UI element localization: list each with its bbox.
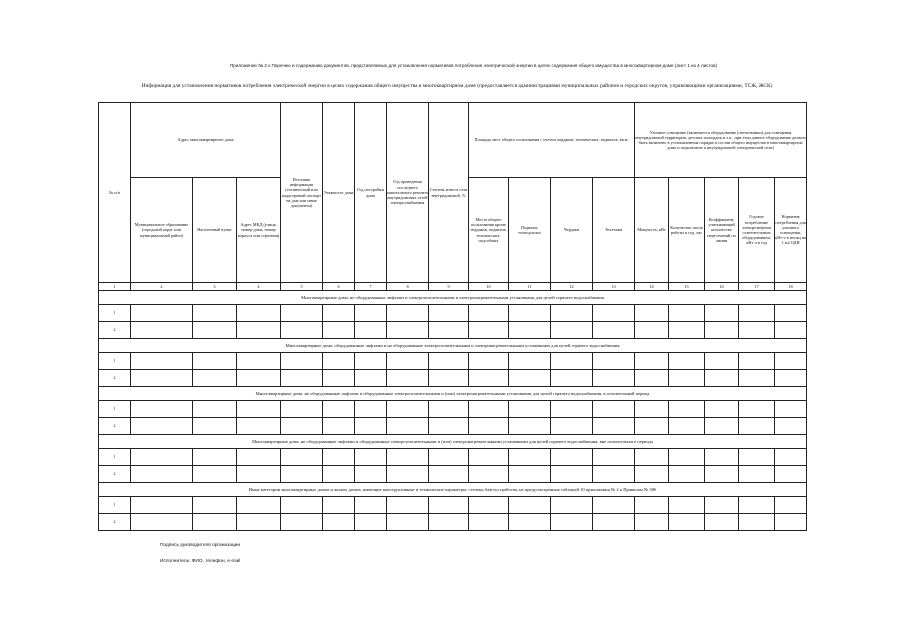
section-header-row bbox=[99, 483, 807, 497]
data-cell[interactable] bbox=[323, 370, 355, 387]
column-number-row bbox=[99, 283, 807, 291]
data-cell[interactable] bbox=[469, 497, 509, 514]
data-cell[interactable] bbox=[281, 418, 323, 435]
data-cell[interactable] bbox=[131, 449, 193, 466]
data-cell[interactable] bbox=[635, 401, 669, 418]
section-title: Многоквартирные дома, не оборудованные лифтами и оборудованные электроотопительными и (или) электронагревательными установками для целей горячего водоснабжения, вне отопительного периода bbox=[99, 435, 807, 449]
column-number-cell: 2 bbox=[131, 283, 193, 291]
data-cell[interactable] bbox=[387, 449, 429, 466]
data-cell[interactable] bbox=[429, 401, 469, 418]
section-header-row bbox=[99, 387, 807, 401]
row-number-cell: 2 bbox=[99, 322, 131, 339]
column-number-cell: 14 bbox=[635, 283, 669, 291]
column-number-cell: 1 bbox=[99, 283, 131, 291]
data-cell[interactable] bbox=[669, 370, 705, 387]
col-header-13: Техэтажи bbox=[593, 178, 635, 283]
data-cell[interactable] bbox=[387, 497, 429, 514]
data-cell[interactable] bbox=[469, 322, 509, 339]
data-cell[interactable] bbox=[669, 322, 705, 339]
data-cell[interactable] bbox=[669, 514, 705, 531]
data-cell[interactable] bbox=[281, 370, 323, 387]
data-cell[interactable] bbox=[237, 466, 281, 483]
data-cell[interactable] bbox=[593, 305, 635, 322]
table-row bbox=[99, 370, 807, 387]
data-cell[interactable] bbox=[705, 305, 739, 322]
data-cell[interactable] bbox=[739, 353, 775, 370]
data-cell[interactable] bbox=[775, 418, 807, 435]
data-cell[interactable] bbox=[705, 514, 739, 531]
column-number-cell: 12 bbox=[551, 283, 593, 291]
column-number-cell: 13 bbox=[593, 283, 635, 291]
data-cell[interactable] bbox=[355, 370, 387, 387]
col-group-address: Адрес многоквартирного дома bbox=[131, 103, 281, 178]
data-cell[interactable] bbox=[775, 514, 807, 531]
data-cell[interactable] bbox=[387, 353, 429, 370]
data-cell[interactable] bbox=[669, 466, 705, 483]
col-header-10: Места общего пользования кроме чердаков, подвалов, технических, подсобных bbox=[469, 178, 509, 283]
data-cell[interactable] bbox=[429, 497, 469, 514]
data-cell[interactable] bbox=[705, 322, 739, 339]
data-cell[interactable] bbox=[281, 497, 323, 514]
table-row bbox=[99, 305, 807, 322]
table-row bbox=[99, 514, 807, 531]
data-cell[interactable] bbox=[387, 305, 429, 322]
data-cell[interactable] bbox=[323, 401, 355, 418]
data-cell[interactable] bbox=[739, 418, 775, 435]
data-cell[interactable] bbox=[593, 401, 635, 418]
data-cell[interactable] bbox=[593, 449, 635, 466]
data-cell[interactable] bbox=[669, 497, 705, 514]
data-cell[interactable] bbox=[237, 514, 281, 531]
row-number-cell: 1 bbox=[99, 497, 131, 514]
data-cell[interactable] bbox=[323, 466, 355, 483]
column-number-cell: 6 bbox=[323, 283, 355, 291]
data-cell[interactable] bbox=[323, 449, 355, 466]
data-cell[interactable] bbox=[509, 418, 551, 435]
data-cell[interactable] bbox=[469, 401, 509, 418]
data-cell[interactable] bbox=[509, 322, 551, 339]
data-cell[interactable] bbox=[355, 497, 387, 514]
data-cell[interactable] bbox=[281, 353, 323, 370]
column-number-cell: 5 bbox=[281, 283, 323, 291]
data-form-table bbox=[98, 102, 807, 531]
column-number-cell: 9 bbox=[429, 283, 469, 291]
section-title: Многоквартирные дома, не оборудованные лифтами и электроотопительными и электронагревательными установками для целей горячего водоснабжения bbox=[99, 291, 807, 305]
data-cell[interactable] bbox=[669, 449, 705, 466]
data-cell[interactable] bbox=[635, 514, 669, 531]
section-title: Многоквартирные дома, оборудованные лифтами и не оборудованные электроотопительными и электронагревательными установками для целей горячего водоснабжения bbox=[99, 339, 807, 353]
data-cell[interactable] bbox=[323, 305, 355, 322]
data-cell[interactable] bbox=[705, 353, 739, 370]
data-cell[interactable] bbox=[551, 305, 593, 322]
data-cell[interactable] bbox=[635, 370, 669, 387]
row-number-cell: 1 bbox=[99, 449, 131, 466]
data-cell[interactable] bbox=[131, 497, 193, 514]
data-cell[interactable] bbox=[705, 418, 739, 435]
data-cell[interactable] bbox=[237, 401, 281, 418]
section-header-row bbox=[99, 435, 807, 449]
data-cell[interactable] bbox=[281, 322, 323, 339]
data-cell[interactable] bbox=[429, 370, 469, 387]
data-cell[interactable] bbox=[193, 449, 237, 466]
row-number-cell: 2 bbox=[99, 466, 131, 483]
data-cell[interactable] bbox=[635, 466, 669, 483]
data-cell[interactable] bbox=[281, 449, 323, 466]
data-cell[interactable] bbox=[193, 401, 237, 418]
data-cell[interactable] bbox=[387, 370, 429, 387]
data-cell[interactable] bbox=[509, 497, 551, 514]
col-header-15: Количество часов работы в год, час bbox=[669, 178, 705, 283]
row-number-cell: 1 bbox=[99, 401, 131, 418]
data-cell[interactable] bbox=[131, 370, 193, 387]
data-cell[interactable] bbox=[281, 305, 323, 322]
table-row bbox=[99, 353, 807, 370]
data-cell[interactable] bbox=[237, 449, 281, 466]
row-number-cell: 2 bbox=[99, 370, 131, 387]
data-cell[interactable] bbox=[775, 370, 807, 387]
data-cell[interactable] bbox=[705, 497, 739, 514]
data-cell[interactable] bbox=[469, 370, 509, 387]
data-cell[interactable] bbox=[635, 418, 669, 435]
table-row bbox=[99, 401, 807, 418]
row-number-cell: 2 bbox=[99, 418, 131, 435]
column-number-cell: 17 bbox=[739, 283, 775, 291]
data-cell[interactable] bbox=[429, 305, 469, 322]
data-cell[interactable] bbox=[323, 418, 355, 435]
column-number-cell: 15 bbox=[669, 283, 705, 291]
data-cell[interactable] bbox=[193, 466, 237, 483]
col-header-17: Годовое потребление электроэнергии осветительным оборудованием, кВт·ч в год bbox=[739, 178, 775, 283]
data-cell[interactable] bbox=[131, 418, 193, 435]
data-cell[interactable] bbox=[193, 497, 237, 514]
data-cell[interactable] bbox=[355, 449, 387, 466]
document-title: Информация для установления нормативов потребления электрической энергии в целях содержания общего имущества в многоквартирном доме (предоставляется администрациями муниципальных районов и городских округов, управляющими организациями, ТСЖ, ЖСК) bbox=[141, 83, 773, 89]
data-cell[interactable] bbox=[551, 449, 593, 466]
data-cell[interactable] bbox=[131, 514, 193, 531]
data-cell[interactable] bbox=[593, 497, 635, 514]
data-cell[interactable] bbox=[237, 418, 281, 435]
data-cell[interactable] bbox=[237, 322, 281, 339]
data-cell[interactable] bbox=[775, 305, 807, 322]
header-note: Приложение № 2 к Перечню и содержанию документов, представляемых для установления нормативов потребления электрической энергии в целях содержания общего имущества в многоквартирном доме (лист 1 из 4 листов) bbox=[230, 63, 718, 68]
data-cell[interactable] bbox=[551, 497, 593, 514]
data-cell[interactable] bbox=[593, 418, 635, 435]
col-header-1: № п/п bbox=[99, 103, 131, 283]
col-header-5: Источник информации (технический или кадастровый паспорт на дом или иные документы) bbox=[281, 103, 323, 283]
column-number-cell: 4 bbox=[237, 283, 281, 291]
data-cell[interactable] bbox=[193, 514, 237, 531]
data-cell[interactable] bbox=[593, 322, 635, 339]
table-row bbox=[99, 418, 807, 435]
data-cell[interactable] bbox=[237, 370, 281, 387]
col-header-3: Населенный пункт bbox=[193, 178, 237, 283]
row-number-cell: 2 bbox=[99, 514, 131, 531]
data-cell[interactable] bbox=[509, 449, 551, 466]
data-cell[interactable] bbox=[739, 322, 775, 339]
data-cell[interactable] bbox=[355, 305, 387, 322]
data-cell[interactable] bbox=[509, 353, 551, 370]
table-row bbox=[99, 449, 807, 466]
data-cell[interactable] bbox=[739, 466, 775, 483]
data-cell[interactable] bbox=[775, 401, 807, 418]
column-number-cell: 7 bbox=[355, 283, 387, 291]
data-cell[interactable] bbox=[193, 418, 237, 435]
data-cell[interactable] bbox=[355, 322, 387, 339]
data-cell[interactable] bbox=[669, 418, 705, 435]
data-cell[interactable] bbox=[739, 497, 775, 514]
table-row bbox=[99, 466, 807, 483]
col-group-area: Площадь мест общего пользования с учетом чердаков, технических, подвалов, кв.м. bbox=[469, 103, 635, 178]
data-cell[interactable] bbox=[355, 514, 387, 531]
col-group-lighting: Уличное освещение (включается оборудование (светильники) для освещения внутридомовой территории, детских площадок и т.п., при этом данное оборудование должно быть включено в установленном порядке в состав общего имущества в многоквартирном доме и подключено к внутридомовой электрической сети) bbox=[635, 103, 807, 178]
data-cell[interactable] bbox=[193, 370, 237, 387]
data-cell[interactable] bbox=[775, 322, 807, 339]
data-cell[interactable] bbox=[775, 466, 807, 483]
col-header-8: Год проведения последнего капитального ремонта внутридомовых сетей электроснабжения bbox=[387, 103, 429, 283]
col-header-18: Норматив потребления для уличного освещения, кВт·ч в месяц на 1 м2 ОДИ bbox=[775, 178, 807, 283]
col-header-9: Степень износа сети внутридомовой, % bbox=[429, 103, 469, 283]
row-number-cell: 1 bbox=[99, 353, 131, 370]
data-cell[interactable] bbox=[551, 466, 593, 483]
data-cell[interactable] bbox=[775, 449, 807, 466]
data-cell[interactable] bbox=[593, 466, 635, 483]
column-number-cell: 3 bbox=[193, 283, 237, 291]
col-header-12: Чердаки bbox=[551, 178, 593, 283]
data-cell[interactable] bbox=[469, 449, 509, 466]
section-title: Многоквартирные дома, не оборудованные лифтами и оборудованные электроотопительными и (или) электронагревательными установками для целей горячего водоснабжения, в отопительный период bbox=[99, 387, 807, 401]
data-cell[interactable] bbox=[551, 418, 593, 435]
data-cell[interactable] bbox=[193, 322, 237, 339]
data-cell[interactable] bbox=[469, 466, 509, 483]
data-cell[interactable] bbox=[429, 449, 469, 466]
data-cell[interactable] bbox=[193, 305, 237, 322]
data-cell[interactable] bbox=[323, 353, 355, 370]
data-cell[interactable] bbox=[131, 305, 193, 322]
data-cell[interactable] bbox=[551, 370, 593, 387]
data-cell[interactable] bbox=[739, 514, 775, 531]
column-number-cell: 8 bbox=[387, 283, 429, 291]
data-cell[interactable] bbox=[429, 322, 469, 339]
column-number-cell: 18 bbox=[775, 283, 807, 291]
data-cell[interactable] bbox=[193, 353, 237, 370]
data-cell[interactable] bbox=[387, 418, 429, 435]
data-cell[interactable] bbox=[281, 401, 323, 418]
col-header-7: Год постройки дома bbox=[355, 103, 387, 283]
data-cell[interactable] bbox=[509, 401, 551, 418]
column-number-cell: 10 bbox=[469, 283, 509, 291]
table-row bbox=[99, 497, 807, 514]
data-cell[interactable] bbox=[387, 322, 429, 339]
data-cell[interactable] bbox=[509, 466, 551, 483]
data-cell[interactable] bbox=[551, 514, 593, 531]
col-header-4: Адрес МКД (улица, номер дома, номер корпуса или строения) bbox=[237, 178, 281, 283]
data-cell[interactable] bbox=[281, 466, 323, 483]
data-cell[interactable] bbox=[509, 305, 551, 322]
table-row bbox=[99, 322, 807, 339]
data-cell[interactable] bbox=[387, 466, 429, 483]
data-cell[interactable] bbox=[705, 401, 739, 418]
data-cell[interactable] bbox=[281, 514, 323, 531]
data-cell[interactable] bbox=[705, 449, 739, 466]
data-cell[interactable] bbox=[593, 514, 635, 531]
data-cell[interactable] bbox=[775, 497, 807, 514]
col-header-16: Коэффициент, учитывающий количество пересечений по линии bbox=[705, 178, 739, 283]
col-header-14: Мощность, кВт bbox=[635, 178, 669, 283]
data-cell[interactable] bbox=[593, 353, 635, 370]
data-cell[interactable] bbox=[739, 370, 775, 387]
section-header-row bbox=[99, 339, 807, 353]
data-cell[interactable] bbox=[429, 466, 469, 483]
data-cell[interactable] bbox=[469, 514, 509, 531]
data-cell[interactable] bbox=[355, 353, 387, 370]
data-cell[interactable] bbox=[323, 514, 355, 531]
signature-label: Подпись руководителя организации bbox=[160, 543, 241, 548]
data-cell[interactable] bbox=[669, 305, 705, 322]
data-cell[interactable] bbox=[469, 418, 509, 435]
section-title: Иные категории многоквартирных домов и жилых домов, имеющие конструктивные и технические параметры, степень благоустройства, не предусмотренные таблицей 10 приложения № 2 к Правилам № 306 bbox=[99, 483, 807, 497]
data-cell[interactable] bbox=[131, 322, 193, 339]
data-cell[interactable] bbox=[131, 401, 193, 418]
data-cell[interactable] bbox=[237, 497, 281, 514]
data-cell[interactable] bbox=[429, 353, 469, 370]
data-cell[interactable] bbox=[551, 322, 593, 339]
data-cell[interactable] bbox=[775, 353, 807, 370]
data-cell[interactable] bbox=[739, 305, 775, 322]
data-cell[interactable] bbox=[635, 322, 669, 339]
data-cell[interactable] bbox=[635, 353, 669, 370]
col-header-6: Этажность дома bbox=[323, 103, 355, 283]
data-cell[interactable] bbox=[509, 370, 551, 387]
col-header-2: Муниципальное образование (городской округ или муниципальный район) bbox=[131, 178, 193, 283]
data-cell[interactable] bbox=[387, 514, 429, 531]
data-cell[interactable] bbox=[509, 514, 551, 531]
executor-label: Исполнитель: ФИО, телефон, e-mail bbox=[160, 559, 241, 564]
data-cell[interactable] bbox=[323, 497, 355, 514]
data-cell[interactable] bbox=[355, 401, 387, 418]
data-cell[interactable] bbox=[635, 497, 669, 514]
data-cell[interactable] bbox=[131, 466, 193, 483]
data-cell[interactable] bbox=[739, 449, 775, 466]
data-cell[interactable] bbox=[705, 370, 739, 387]
data-cell[interactable] bbox=[669, 401, 705, 418]
data-cell[interactable] bbox=[237, 305, 281, 322]
data-cell[interactable] bbox=[131, 353, 193, 370]
col-header-11: Подвалы, техподполье bbox=[509, 178, 551, 283]
data-cell[interactable] bbox=[635, 449, 669, 466]
data-cell[interactable] bbox=[551, 353, 593, 370]
row-number-cell: 1 bbox=[99, 305, 131, 322]
section-header-row bbox=[99, 291, 807, 305]
data-cell[interactable] bbox=[593, 370, 635, 387]
data-cell[interactable] bbox=[387, 401, 429, 418]
data-cell[interactable] bbox=[429, 514, 469, 531]
data-cell[interactable] bbox=[551, 401, 593, 418]
data-cell[interactable] bbox=[429, 418, 469, 435]
data-cell[interactable] bbox=[739, 401, 775, 418]
data-cell[interactable] bbox=[469, 305, 509, 322]
data-cell[interactable] bbox=[323, 322, 355, 339]
data-cell[interactable] bbox=[669, 353, 705, 370]
form-body bbox=[99, 283, 807, 531]
data-cell[interactable] bbox=[705, 466, 739, 483]
data-cell[interactable] bbox=[237, 353, 281, 370]
data-cell[interactable] bbox=[469, 353, 509, 370]
column-number-cell: 11 bbox=[509, 283, 551, 291]
data-cell[interactable] bbox=[635, 305, 669, 322]
data-cell[interactable] bbox=[355, 418, 387, 435]
data-cell[interactable] bbox=[355, 466, 387, 483]
column-number-cell: 16 bbox=[705, 283, 739, 291]
